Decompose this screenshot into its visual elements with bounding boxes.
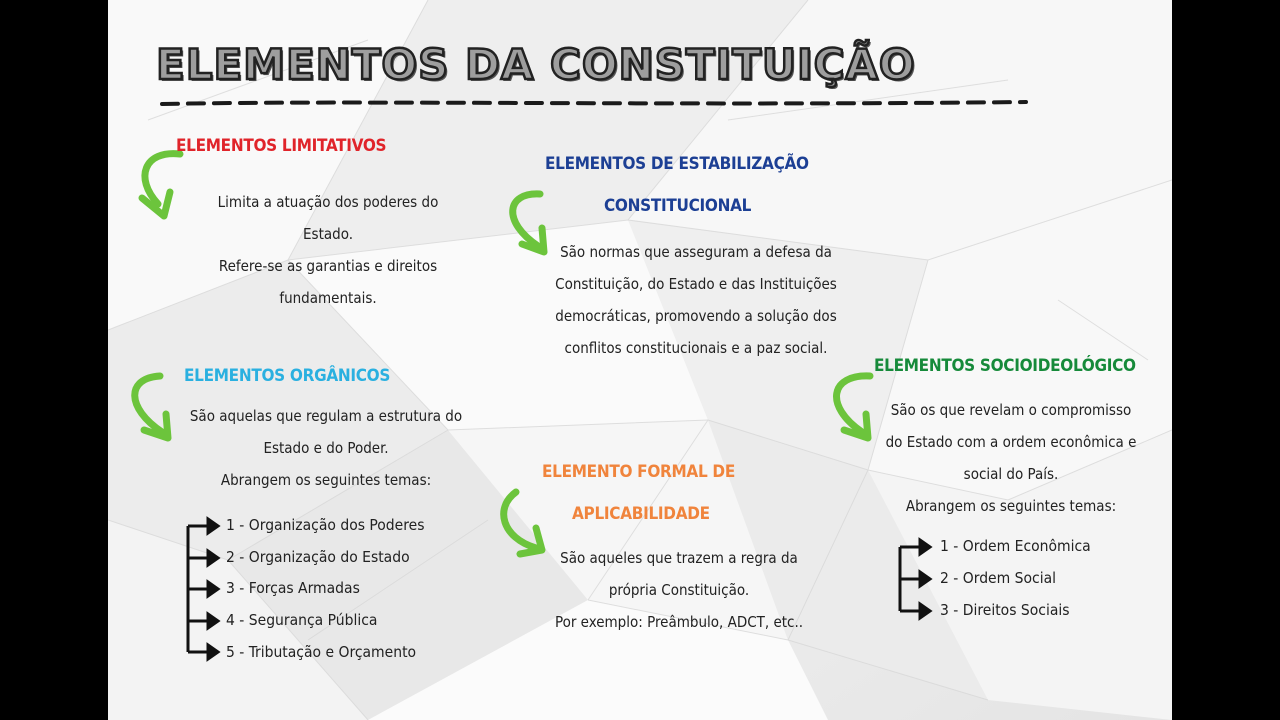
curved-arrow-icon: [820, 372, 886, 448]
text-line: São aqueles que trazem a regra da: [560, 549, 798, 567]
list-item: 3 - Forças Armadas: [226, 579, 360, 597]
list-item: 3 - Direitos Sociais: [940, 601, 1070, 619]
text-line: São aquelas que regulam a estrutura do: [189, 407, 463, 425]
list-item: 1 - Organização dos Poderes: [226, 516, 425, 534]
text-line: Limita a atuação dos poderes do: [217, 193, 439, 211]
list-bracket-arrows: [894, 537, 934, 621]
text-line: democráticas, promovendo a solução dos: [555, 307, 837, 325]
text-line: própria Constituição.: [608, 581, 750, 599]
socioideologico-description: [878, 394, 1144, 522]
heading-estabilizacao-line1: ELEMENTOS DE ESTABILIZAÇÃO: [545, 154, 809, 174]
heading-socioideologico: ELEMENTOS SOCIOIDEOLÓGICO: [874, 356, 1136, 376]
list-item: 5 - Tributação e Orçamento: [226, 643, 417, 661]
poster-page: [108, 0, 1172, 720]
page-title: ELEMENTOS DA CONSTITUIÇÃO: [156, 40, 916, 89]
title-dashed-underline: [160, 96, 1030, 112]
text-line: São normas que asseguram a defesa da: [560, 243, 832, 261]
text-line: Constituição, do Estado e das Instituições: [555, 275, 837, 293]
list-bracket-arrows: [182, 516, 222, 662]
text-line: Por exemplo: Preâmbulo, ADCT, etc..: [554, 613, 804, 631]
heading-formal-line2: APLICABILIDADE: [572, 504, 710, 524]
heading-organicos: ELEMENTOS ORGÂNICOS: [184, 366, 391, 386]
text-line: Estado e do Poder.: [263, 439, 389, 457]
heading-limitativos: ELEMENTOS LIMITATIVOS: [176, 136, 387, 156]
text-line: social do País.: [963, 465, 1059, 483]
estabilizacao-description: [538, 236, 854, 364]
list-item: 4 - Segurança Pública: [226, 611, 378, 629]
text-line: fundamentais.: [279, 289, 377, 307]
heading-estabilizacao-line2: CONSTITUCIONAL: [604, 196, 752, 216]
text-line: do Estado com a ordem econômica e: [885, 433, 1137, 451]
organicos-description: [176, 400, 476, 496]
list-item: 2 - Ordem Social: [940, 569, 1056, 587]
limitativos-description: [168, 186, 488, 314]
text-line: Estado.: [303, 225, 353, 243]
list-item: 2 - Organização do Estado: [226, 548, 410, 566]
list-item: 1 - Ordem Econômica: [940, 537, 1091, 555]
text-line: Abrangem os seguintes temas:: [220, 471, 432, 489]
text-line: Refere-se as garantias e direitos: [218, 257, 438, 275]
text-line: conflitos constitucionais e a paz social.: [564, 339, 828, 357]
heading-formal-line1: ELEMENTO FORMAL DE: [542, 462, 735, 482]
formal-description: [538, 542, 820, 638]
text-line: Abrangem os seguintes temas:: [905, 497, 1117, 515]
text-line: São os que revelam o compromisso: [890, 401, 1132, 419]
